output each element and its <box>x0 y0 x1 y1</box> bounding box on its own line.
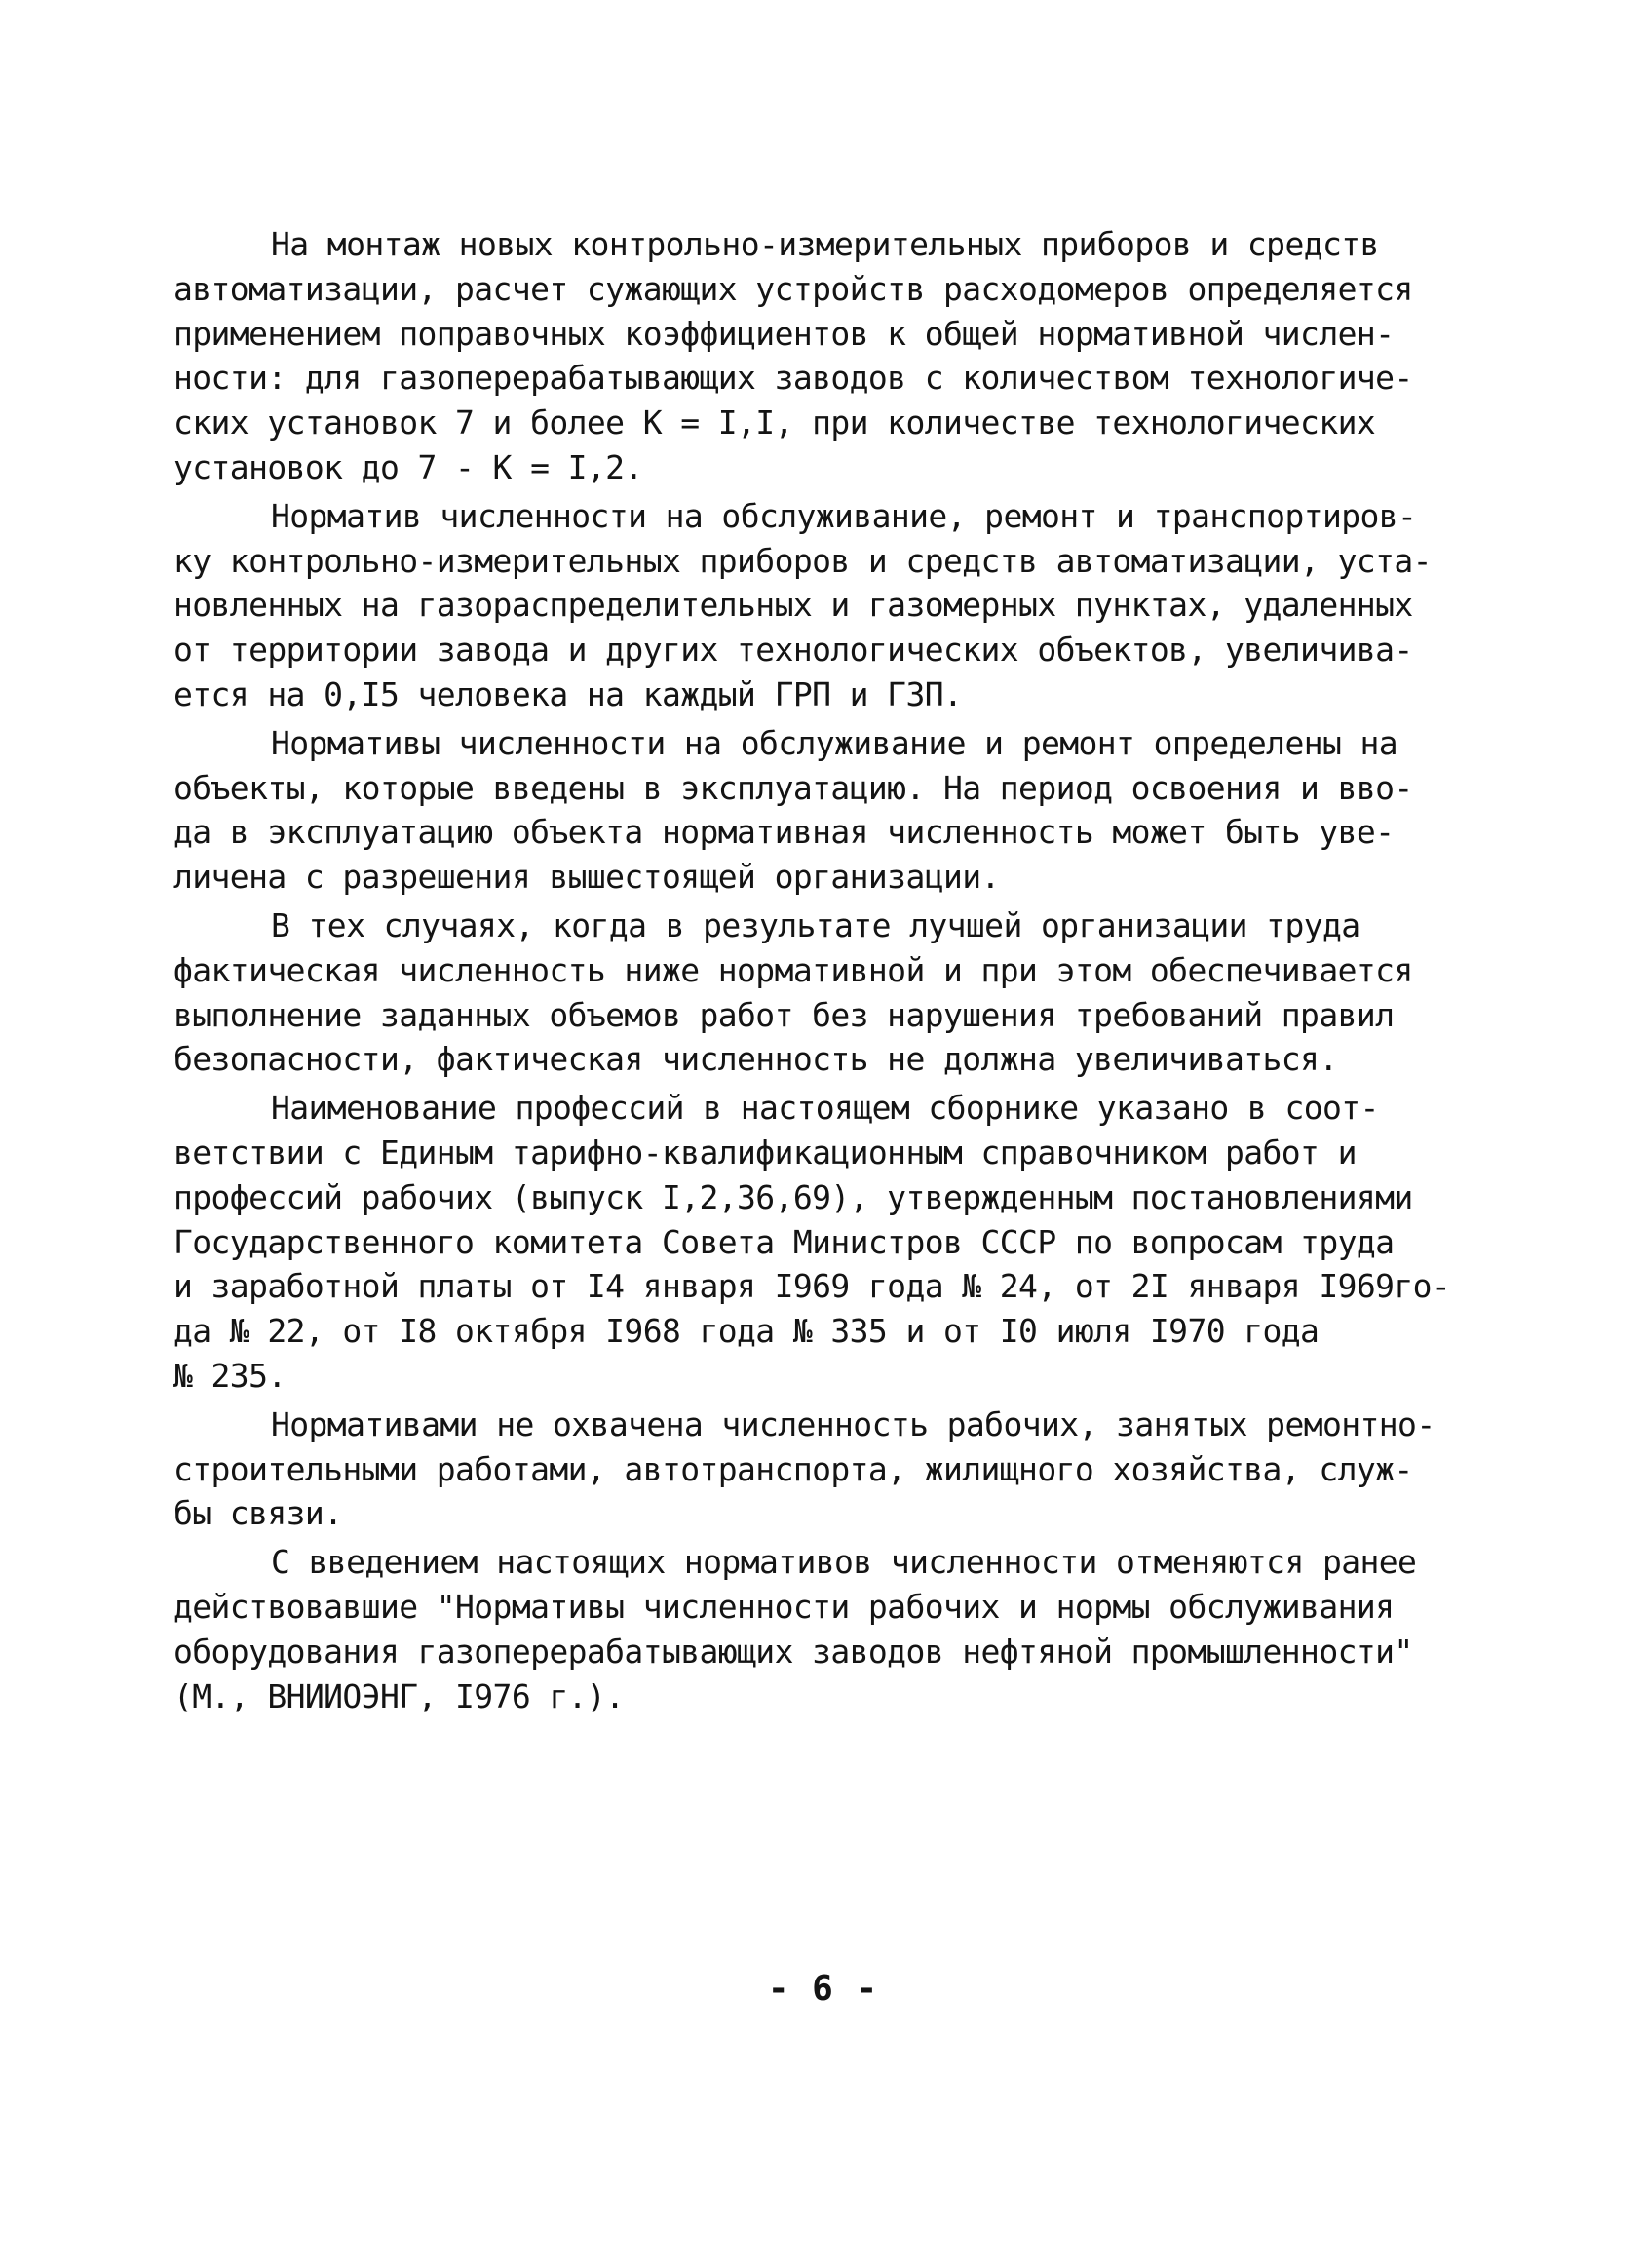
text-line: Нормативами не охвачена численность рабочих, занятых ремонтно- <box>271 1404 1435 1443</box>
text-line: С введением настоящих нормативов численности отменяются ранее <box>271 1543 1417 1582</box>
text-body <box>173 222 1479 1722</box>
text-line: ветствии с Единым тарифно-квалификационным справочником работ и <box>173 1133 1357 1172</box>
text-line: безопасности, фактическая численность не должна увеличиваться. <box>173 1040 1338 1079</box>
paragraph-actual-headcount <box>173 903 1479 1082</box>
text-line: Нормативы численности на обслуживание и ремонт определены на <box>271 723 1398 762</box>
paragraph-commissioned-objects <box>173 721 1479 900</box>
paragraph-instrument-installation <box>173 222 1479 490</box>
text-line: ских установок 7 и более К = I,I, при количестве технологических <box>173 404 1376 442</box>
text-line: объекты, которые введены в эксплуатацию. На период освоения и вво- <box>173 768 1413 807</box>
text-line: Государственного комитета Совета Министров СССР по вопросам труда <box>173 1222 1395 1261</box>
text-line: В тех случаях, когда в результате лучшей организации труда <box>271 905 1360 944</box>
paragraph-superseded-norms <box>173 1540 1479 1718</box>
text-line: да № 22, от I8 октября I968 года № 335 и от I0 июля I970 года <box>173 1312 1320 1351</box>
text-line: оборудования газоперерабатывающих заводов нефтяной промышленности" <box>173 1632 1413 1671</box>
text-line: Наименование профессий в настоящем сборнике указано в соот- <box>271 1089 1379 1128</box>
text-line: бы связи. <box>173 1494 343 1533</box>
text-line: № 235. <box>173 1356 287 1395</box>
text-line: действовавшие "Нормативы численности рабочих и нормы обслуживания <box>173 1587 1395 1626</box>
text-line: Норматив численности на обслуживание, ремонт и транспортиров- <box>271 496 1417 535</box>
text-line: фактическая численность ниже нормативной и при этом обеспечивается <box>173 950 1413 989</box>
text-line: ку контрольно-измерительных приборов и средств автоматизации, уста- <box>173 541 1432 580</box>
text-line: да в эксплуатацию объекта нормативная численность может быть уве- <box>173 813 1395 852</box>
text-line: профессий рабочих (выпуск I,2,36,69), утвержденным постановлениями <box>173 1177 1413 1216</box>
text-line: (М., ВНИИОЭНГ, I976 г.). <box>173 1676 625 1715</box>
text-line: от территории завода и других технологических объектов, увеличива- <box>173 631 1413 670</box>
page-number: - 6 - <box>767 1969 879 2009</box>
text-line: применением поправочных коэффициентов к общей нормативной числен- <box>173 314 1395 353</box>
text-line: автоматизации, расчет сужающих устройств расходомеров определяется <box>173 269 1413 308</box>
text-line: ется на 0,I5 человека на каждый ГРП и ГЗП. <box>173 674 963 713</box>
text-line: строительными работами, автотранспорта, жилищного хозяйства, служ- <box>173 1449 1413 1488</box>
text-line: На монтаж новых контрольно-измерительных приборов и средств <box>271 225 1379 263</box>
text-line: личена с разрешения вышестоящей организации. <box>173 858 1000 897</box>
text-line: ности: для газоперерабатывающих заводов с количеством технологиче- <box>173 359 1413 398</box>
text-line: и заработной платы от I4 января I969 года № 24, от 2I января I969го- <box>173 1267 1451 1306</box>
paragraph-remote-points <box>173 494 1479 717</box>
paragraph-profession-names <box>173 1086 1479 1399</box>
text-line: новленных на газораспределительных и газомерных пунктах, удаленных <box>173 586 1413 625</box>
paragraph-not-covered <box>173 1403 1479 1536</box>
text-line: выполнение заданных объемов работ без нарушения требований правил <box>173 995 1395 1034</box>
text-line: установок до 7 - К = I,2. <box>173 447 643 486</box>
